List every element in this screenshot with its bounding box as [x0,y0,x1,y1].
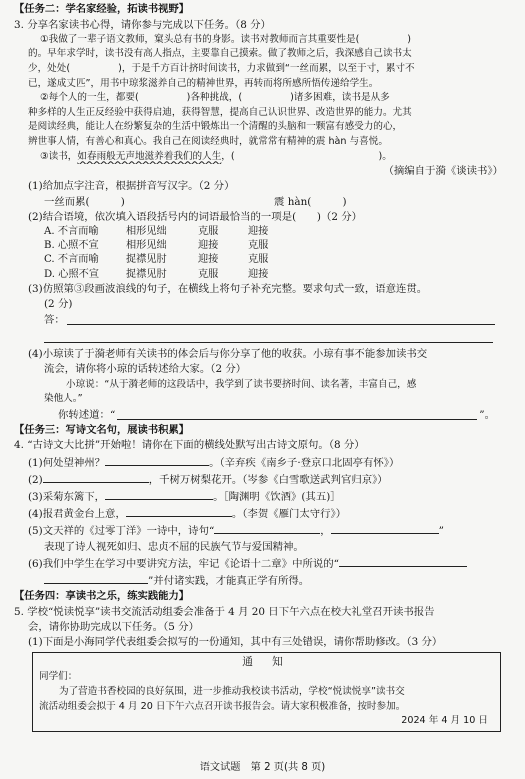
option-c[interactable]: C. 不言而喻 捉襟见肘 迎接 克服 [44,254,269,266]
answer-label: 答： [44,314,65,327]
notice-body: 流活动组委会拟于 4 月 20 日下午六点召开读书报告会。请大家积极准备，按时参加。 [39,700,406,712]
passage-line: 辨世事人情，有善心和真心。我自己在阅读经典时，就常常有精神的震 hàn 与喜悦。 [28,135,388,147]
passage-line: ①我做了一辈子语文教师，窠头总有书的身影。读书对教师而言其重要性是( ) [40,33,412,45]
fill-blank[interactable] [105,488,213,500]
relay-label: 你转述道：“ [58,408,116,421]
passage-line: 是阅读经典，能让人在纷繁复杂的生活中锻炼出一个清醒的头脑和一颗富有感受力的心， [28,121,403,133]
passage-line: 种多样的人生正反经验中获得启迪，获得智慧，提高自己认识世界、改造世界的能力。尤其 [28,106,412,118]
pinyin-items [14,195,513,210]
page-footer: 语文试题 第 2 页(共 8 页) [199,762,326,773]
sub-question-4-line2: 流会，请你将小琼的话转述给大家。（2 分） [44,363,247,376]
sub-question-4: (4)小琼读了于漪老师有关读书的体会后与你分享了他的收获。小琼有事不能参加读书交 [28,348,428,361]
wavy-underlined-sentence: 如春雨般无声地滋养着我们的人生 [77,150,222,162]
quote-line: 小琼说：“从于漪老师的这段话中，我学到了读书要挤时间、读名著，丰富自己，感 [66,378,417,390]
passage-line: 少，处处( )，于是千方百计挤时间读书，力求做到“一丝而累，以至于寸，累寸不 [28,62,415,74]
notice-greeting: 同学们： [39,671,78,683]
sub-question-2: (2)结合语境，依次填入语段括号内的词语最恰当的一项是( )（2 分） [28,210,363,223]
poem-item-1: (1)何处望神州？ 。（辛弃疾《南乡子·登京口北固亭有怀》） [14,454,513,471]
relay-answer-line[interactable] [117,407,477,420]
poem-item-4: (4)报君黄金台上意， 。（李贺《雁门太守行》） [14,505,513,522]
task4-heading: 【任务四：享读书之乐，练实践能力】 [14,590,190,603]
fill-blank[interactable] [214,522,320,534]
poem-item-2: (2) ，千树万树梨花开。（岑参《白雪歌送武判官归京》） [14,471,513,488]
sub-question-3-score: (2 分) [44,297,73,310]
fill-blank[interactable] [331,522,439,534]
pinyin-item-a: 一丝而累( ) [44,195,125,208]
option-b[interactable]: B. 心照不宣 相形见绌 迎接 克服 [44,240,269,252]
question-3-stem: 3. 分享名家读书心得，请你参与完成以下任务。（8 分） [14,18,271,31]
passage-line: 已，遂成丈匹”，用书中琼浆滋养自己的精神世界，再转而将所感所悟传递给学生。 [28,77,379,89]
quote-line: 染他人。” [44,393,83,405]
task2-heading: 【任务二：学名家经验，拓读书视野】 [14,3,190,15]
poem-item-5: (5)文天祥的《过零丁洋》一诗中，诗句“ ， ” [14,522,513,539]
fill-blank[interactable] [43,471,149,483]
fill-blank[interactable] [105,454,209,466]
question-5-stem-line2: 会，请你协助完成以下任务。（5 分） [28,620,199,633]
passage-line: ②每个人的一生，都要( )各种挑战，( )诸多困难，读书是从多 [40,92,390,104]
poem-item-3: (3)采菊东篱下， 。［陶渊明《饮酒》(其五)］ [14,488,513,505]
fill-blank[interactable] [126,505,232,517]
notice-box [32,652,501,731]
notice-date: 2024 年 4 月 10 日 [401,715,488,727]
passage-3-prefix: ③读书， [40,150,78,162]
sub-question-5-1: (1)下面是小海同学代表组委会拟写的一份通知，其中有三处错误，请你帮助修改。（3 分） [28,636,443,649]
task3-heading: 【任务三：写诗文名句，展读书积累】 [14,423,190,436]
passage-line-3 [14,150,513,165]
fill-blank[interactable] [44,572,148,584]
poem-item-6: (6)我们中学生在学习中要讲究方法，牢记《论语十二章》中所说的“ [14,555,513,572]
passage-source: （摘编自于漪《谈读书》） [383,165,503,178]
poem-item-5-line2: 表现了诗人视死如归、忠贞不屈的民族气节与爱国精神。 [44,540,304,553]
passage-line: 的。早年求学时，读书没有高人指点，主要靠自己摸索。做了教师之后，我深感自己读书太 [28,48,412,60]
answer-line-2[interactable] [44,328,493,343]
question-5-stem: 5. 学校“悦读悦享”读书交流活动组委会准备于 4 月 20 日下午六点在校大礼堂召开读书报告 [14,605,435,618]
fill-blank[interactable] [339,555,467,567]
notice-title: 通 知 [242,656,291,669]
sub-question-1: (1)给加点字注音，根据拼音写汉字。（2 分） [28,180,235,193]
answer-line[interactable] [67,312,495,325]
answer-row[interactable] [14,312,513,328]
pinyin-item-b: 震 hàn( ) [274,195,347,208]
option-d[interactable]: D. 心照不宣 捉襟见肘 克服 迎接 [44,268,269,280]
notice-body: 为了营造书香校园的良好氛围，进一步推动我校读书活动，学校“悦读悦享”读书交 [59,685,405,697]
option-a[interactable]: A. 不言而喻 相形见绌 克服 迎接 [44,225,269,237]
passage-3-blank: ，( )。 [221,150,392,162]
sub-question-3: (3)仿照第③段画波浪线的句子，在横线上将句子补充完整。要求句式一致，语意连贯。 [28,282,428,295]
question-4-stem: 4. “古诗文大比拼”开始啦！请你在下面的横线处默写出古诗文原句。（8 分） [14,439,365,452]
poem-item-6-line2: ”并付诸实践，才能真正学有所得。 [14,572,513,589]
relay-row[interactable] [14,407,513,423]
relay-end: ”。 [479,408,495,421]
